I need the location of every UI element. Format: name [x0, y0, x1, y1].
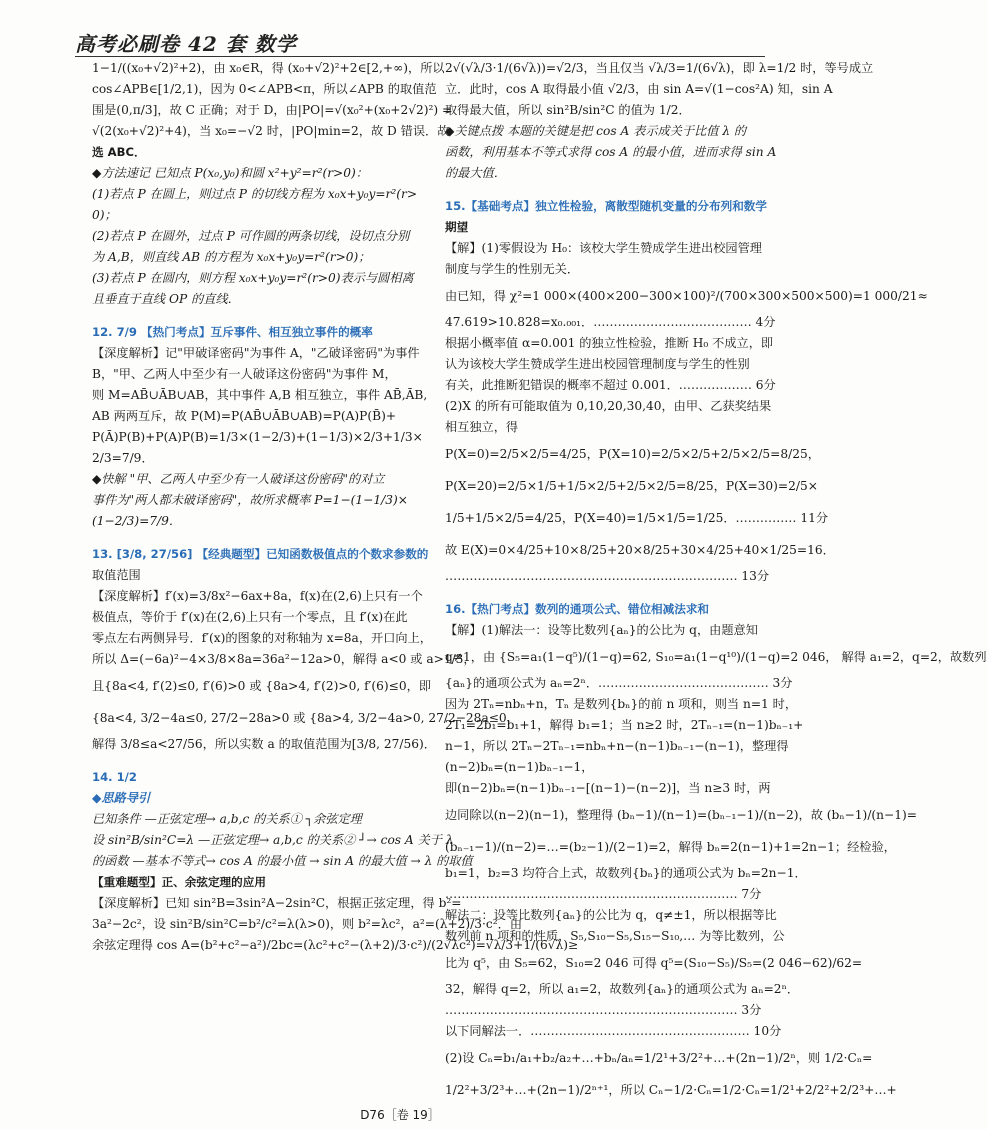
text-line: 围是(0,π/3]，故 C 正确；对于 D，由|PO|=√(x₀²+(x₀+2√2)²) =: [92, 103, 453, 117]
text-line: 的函数 —基本不等式→ cos A 的最小值 → sin A 的最大值 → λ 的取值: [92, 854, 473, 868]
text-line: 即(n−2)bₙ=(n−1)bₙ₋₁−[(n−1)−(n−2)]，当 n≥3 时，两: [445, 781, 771, 795]
text-line: P(X=20)=2/5×1/5+1/5×2/5+2/5×2/5=8/25，P(X=30)=2/5×: [445, 479, 818, 493]
text-line: ……………………………………………………………… 13分: [445, 569, 770, 583]
text-line: 1/2²+3/2³+…+(2n−1)/2ⁿ⁺¹，所以 Cₙ−1/2·Cₙ=1/2·Cₙ=1/2¹+2/2²+2/2³+…+: [445, 1083, 897, 1097]
text-line: 且垂直于直线 OP 的直线．: [92, 292, 240, 306]
text-line: ……………………………………………………………… 3分: [445, 1003, 762, 1017]
text-line: 已知条件 —正弦定理→ a,b,c 的关系① ┐余弦定理: [92, 812, 362, 826]
text-line: 【重难题型】正、余弦定理的应用: [92, 875, 266, 889]
text-line: (n−2)bₙ=(n−1)bₙ₋₁−1，: [445, 760, 594, 774]
text-line: 余弦定理得 cos A=(b²+c²−a²)/2bc=(λc²+c²−(λ+2)/3·c²)/(2√λc²)=√λ/3+1/(6√λ)≥: [92, 938, 579, 952]
spacer: [445, 184, 760, 196]
text-line: P(Ā)P(B)+P(A)P(B)=1/3×(1−2/3)+(1−1/3)×2/3+1/3×: [92, 430, 423, 444]
text-line: ……………………………………………………………… 7分: [445, 887, 762, 901]
spacer: [445, 587, 760, 599]
text-line: 2/3=7/9．: [92, 451, 154, 465]
text-line: 选 ABC．: [92, 145, 146, 159]
text-line: (bₙ₋₁−1)/(n−2)=…=(b₂−1)/(2−1)=2，解得 bₙ=2(n−1)+1=2n−1；经检验，: [445, 840, 896, 854]
text-line: 32，解得 q=2，所以 a₁=2，故数列{aₙ}的通项公式为 aₙ=2ⁿ．: [445, 982, 800, 996]
question-15-heading: 15.【基础考点】独立性检验，离散型随机变量的分布列和数学: [445, 199, 767, 213]
text-line: 2√(√λ/3·1/(6√λ))=√2/3，当且仅当 √λ/3=1/(6√λ)，即 λ=1/2 时，等号成立: [445, 61, 874, 75]
page-header: [75, 22, 765, 57]
text-line: 由已知，得 χ²=1 000×(400×200−300×100)²/(700×300×500×500)=1 000/21≈: [445, 289, 928, 303]
text-line: cos∠APB∈[1/2,1)，因为 0<∠APB<π，所以∠APB 的取值范: [92, 82, 437, 96]
text-line: 2T₁=2b₁=b₁+1，解得 b₁=1；当 n≥2 时，2Tₙ₋₁=(n−1)bₙ₋₁+: [445, 718, 804, 732]
text-line: 【深度解析】已知 sin²B=3sin²A−2sin²C，根据正弦定理，得 b²=: [92, 896, 462, 910]
text-line: (2)X 的所有可能取值为 0,10,20,30,40，由甲、乙获奖结果: [445, 399, 772, 413]
text-line: 取值范围: [92, 568, 141, 582]
text-line: 且{8a<4, f′(2)≤0, f′(6)>0 或 {8a>4, f′(2)>0, f′(6)≤0，即: [92, 679, 432, 693]
text-line: 【解】(1)解法一：设等比数列{aₙ}的公比为 q，由题意知: [445, 623, 758, 637]
text-line: 3a²−2c²，设 sin²B/sin²C=b²/c²=λ(λ>0)，则 b²=λc²，a²=(λ+2)/3·c²．由: [92, 917, 523, 931]
text-line: {aₙ}的通项公式为 aₙ=2ⁿ．…………………………………… 3分: [445, 676, 793, 690]
quick-solution-note: ◆快解 "甲、乙两人中至少有一人破译这份密码"的对立: [92, 472, 385, 486]
page-footer: D76［卷 19］: [360, 1108, 440, 1122]
text-line: 零点左右两侧异号．f′(x)的图象的对称轴为 x=8a，开口向上，: [92, 631, 432, 645]
text-line: 相互独立，得: [445, 420, 519, 434]
text-line: 事件为"两人都未破译密码"，故所求概率 P=1−(1−1/3)×: [92, 493, 408, 507]
text-line: 则 M=AB̄∪ĀB∪AB，其中事件 A,B 相互独立，事件 AB̄,ĀB,: [92, 388, 428, 402]
text-line: 根据小概率值 α=0.001 的独立性检验，推断 H₀ 不成立，即: [445, 336, 774, 350]
text-line: 0)；: [92, 208, 117, 222]
text-line: 1−1/((x₀+√2)²+2)，由 x₀∈R，得 (x₀+√2)²+2∈[2,+∞)，所以: [92, 61, 445, 75]
text-line: {8a<4, 3/2−4a≤0, 27/2−28a>0 或 {8a>4, 3/2−4a>0, 27/2−28a≤0，: [92, 711, 519, 725]
text-line: 【深度解析】记"甲破译密码"为事件 A，"乙破译密码"为事件: [92, 346, 420, 360]
text-line: 立．此时，cos A 取得最小值 √2/3，由 sin A=√(1−cos²A) 知，sin A: [445, 82, 833, 96]
text-line: q≠1，由 {S₅=a₁(1−q⁵)/(1−q)=62, S₁₀=a₁(1−q¹⁰)/(1−q)=2 046， 解得 a₁=2，q=2，故数列: [445, 650, 987, 664]
text-line: √(2(x₀+√2)²+4)，当 x₀=−√2 时，|PO|min=2，故 D 错误．故: [92, 124, 450, 138]
spacer: [92, 755, 422, 767]
text-line: 解法二：设等比数列{aₙ}的公比为 q，q≠±1，所以根据等比: [445, 908, 777, 922]
text-line: (2)设 Cₙ=b₁/a₁+b₂/a₂+…+bₙ/aₙ=1/2¹+3/2²+…+(2n−1)/2ⁿ，则 1/2·Cₙ=: [445, 1051, 873, 1065]
text-line: 函数，利用基本不等式求得 cos A 的最小值，进而求得 sin A: [445, 145, 777, 159]
text-line: (1−2/3)=7/9．: [92, 514, 182, 528]
text-line: 期望: [445, 220, 469, 234]
right-column: [445, 58, 987, 1106]
text-line: B，"甲、乙两人中至少有一人破译这份密码"为事件 M，: [92, 367, 397, 381]
spacer: [92, 532, 422, 544]
text-line: b₁=1，b₂=3 均符合上式，故数列{bₙ}的通项公式为 bₙ=2n−1．: [445, 866, 807, 880]
thinking-guide-title: ◆思路导引: [92, 791, 151, 805]
question-13-heading: 13. [3/8, 27/56] 【经典题型】已知函数极值点的个数求参数的: [92, 547, 429, 561]
text-line: (2)若点 P 在圆外，过点 P 可作圆的两条切线，设切点分别: [92, 229, 410, 243]
text-line: 比为 q⁵，由 S₅=62，S₁₀=2 046 可得 q⁵=(S₁₀−S₅)/S₅=(2 046−62)/62=: [445, 956, 863, 970]
text-line: AB 两两互斥，故 P(M)=P(AB̄∪ĀB∪AB)=P(A)P(B̄)+: [92, 409, 397, 423]
text-line: (1)若点 P 在圆上，则过点 P 的切线方程为 x₀x+y₀y=r²(r>: [92, 187, 418, 201]
spacer: [92, 310, 422, 322]
text-line: 【解】(1)零假设为 H₀：该校大学生赞成学生进出校园管理: [445, 241, 762, 255]
text-line: 认为该校大学生赞成学生进出校园管理制度与学生的性别: [445, 357, 750, 371]
text-line: 有关，此推断犯错误的概率不超过 0.001．……………… 6分: [445, 378, 776, 392]
text-line: 制度与学生的性别无关．: [445, 262, 580, 276]
question-14-heading: 14. 1/2: [92, 770, 137, 784]
book-title: 高考必刷卷 42 套 数学: [75, 32, 297, 56]
question-16-heading: 16.【热门考点】数列的通项公式、错位相减法求和: [445, 602, 710, 616]
text-line: 的最大值．: [445, 166, 506, 180]
text-line: 所以 Δ=(−6a)²−4×3/8×8a=36a²−12a>0，解得 a<0 或 a>1/3，: [92, 652, 476, 666]
text-line: 1/5+1/5×2/5=4/25，P(X=40)=1/5×1/5=1/25．…………… 11分: [445, 511, 829, 525]
text-line: 47.619>10.828=x₀.₀₀₁．………………………………… 4分: [445, 315, 776, 329]
text-line: (3)若点 P 在圆内，则方程 x₀x+y₀y=r²(r>0)表示与圆相离: [92, 271, 414, 285]
text-line: 为 A,B，则直线 AB 的方程为 x₀x+y₀y=r²(r>0)；: [92, 250, 371, 264]
text-line: n−1，所以 2Tₙ−2Tₙ₋₁=nbₙ+n−(n−1)bₙ₋₁−(n−1)，整理得: [445, 739, 789, 753]
text-line: 以下同解法一．……………………………………………… 10分: [445, 1024, 782, 1038]
text-line: 边同除以(n−2)(n−1)，整理得 (bₙ−1)/(n−1)=(bₙ₋₁−1)/(n−2)，故 (bₙ−1)/(n−1)=: [445, 808, 917, 822]
text-line: 故 E(X)=0×4/25+10×8/25+20×8/25+30×4/25+40×1/25=16．: [445, 543, 835, 557]
text-line: 取得最大值，所以 sin²B/sin²C 的值为 1/2．: [445, 103, 691, 117]
text-line: 极值点，等价于 f′(x)在(2,6)上只有一个零点，且 f′(x)在此: [92, 610, 408, 624]
text-line: 设 sin²B/sin²C=λ —正弦定理→ a,b,c 的关系② ┘→ cos A 关于 λ: [92, 833, 454, 847]
question-12-heading: 12. 7/9 【热门考点】互斥事件、相互独立事件的概率: [92, 325, 373, 339]
text-line: 因为 2Tₙ=nbₙ+n，Tₙ 是数列{bₙ}的前 n 项和，则当 n=1 时，: [445, 697, 798, 711]
text-line: 【深度解析】f′(x)=3/8x²−6ax+8a，f(x)在(2,6)上只有一个: [92, 589, 423, 603]
text-line: P(X=0)=2/5×2/5=4/25，P(X=10)=2/5×2/5+2/5×2/5=8/25，: [445, 447, 820, 461]
key-point-note: ◆关键点拨 本题的关键是把 cos A 表示成关于比值 λ 的: [445, 124, 747, 138]
text-line: 解得 3/8≤a<27/56，所以实数 a 的取值范围为[3/8, 27/56)．: [92, 737, 436, 751]
method-note-title: ◆方法速记 已知点 P(x₀,y₀)和圆 x²+y²=r²(r>0)：: [92, 166, 368, 180]
text-line: 数列前 n 项和的性质，S₅,S₁₀−S₅,S₁₅−S₁₀,… 为等比数列，公: [445, 929, 785, 943]
